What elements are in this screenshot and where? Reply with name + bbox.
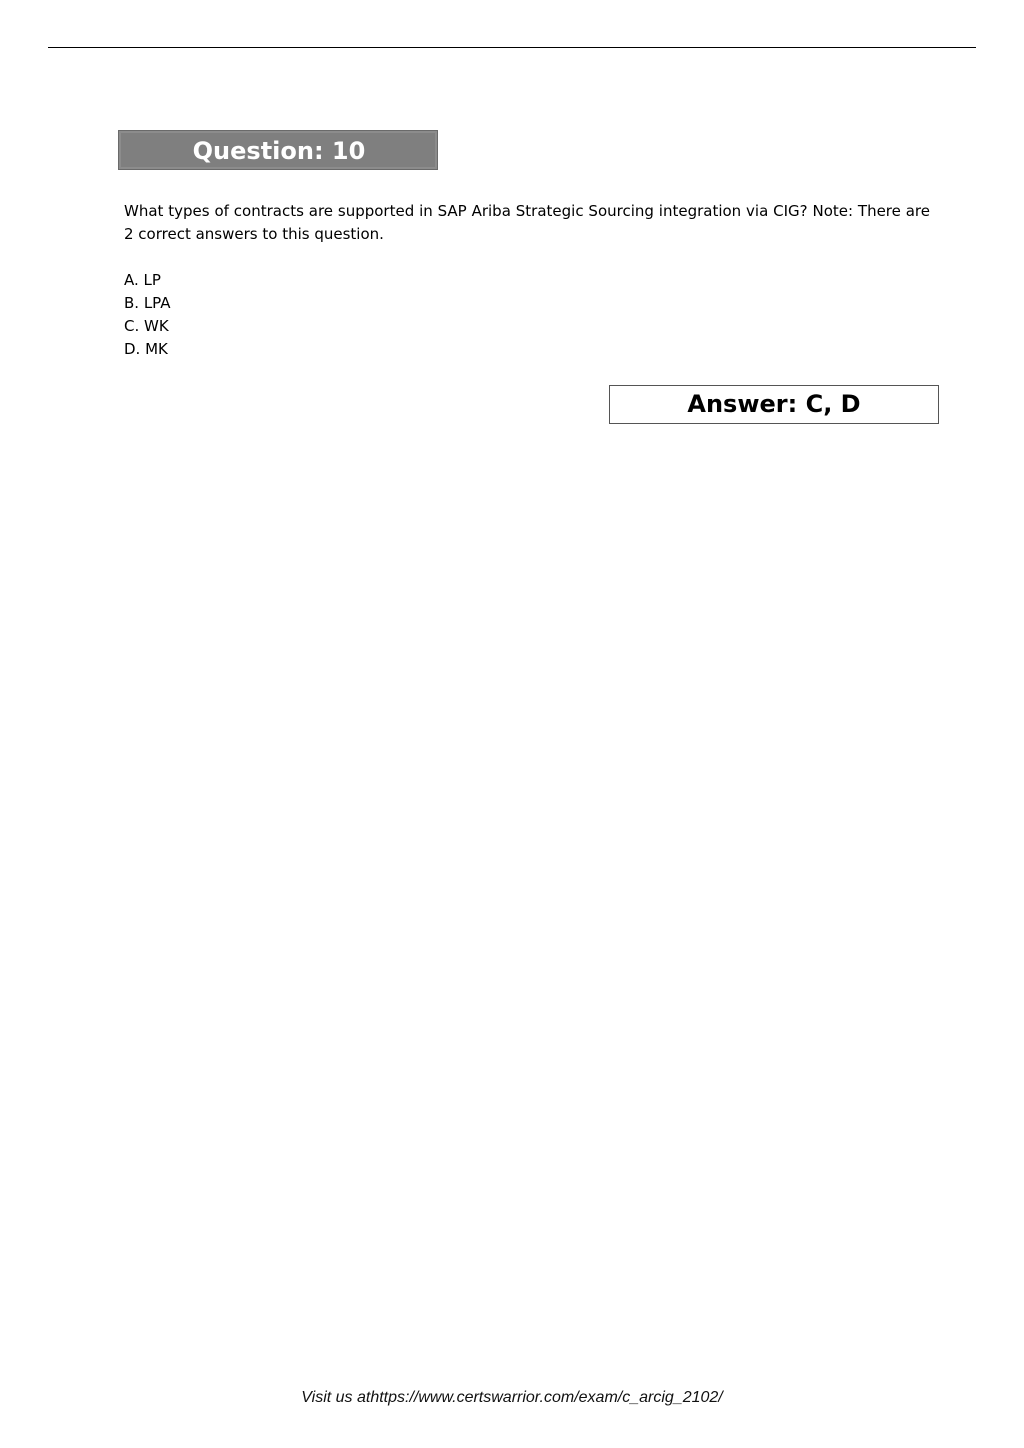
answer-box <box>609 385 939 424</box>
option-b: B. LPA <box>124 294 171 312</box>
question-text: What types of contracts are supported in SAP Ariba Strategic Sourcing integration via CIG? Note: There are 2 correct answers to this question. <box>124 202 930 243</box>
option-a: A. LP <box>124 271 161 289</box>
footer-link-text: Visit us athttps://www.certswarrior.com/exam/c_arcig_2102/ <box>301 1389 723 1406</box>
top-divider <box>48 47 976 48</box>
option-c: C. WK <box>124 317 169 335</box>
question-header <box>118 130 438 170</box>
question-number: Question: 10 <box>192 137 366 165</box>
option-d: D. MK <box>124 340 168 358</box>
answer-options <box>124 269 171 361</box>
answer-label: Answer: C, D <box>687 390 861 418</box>
